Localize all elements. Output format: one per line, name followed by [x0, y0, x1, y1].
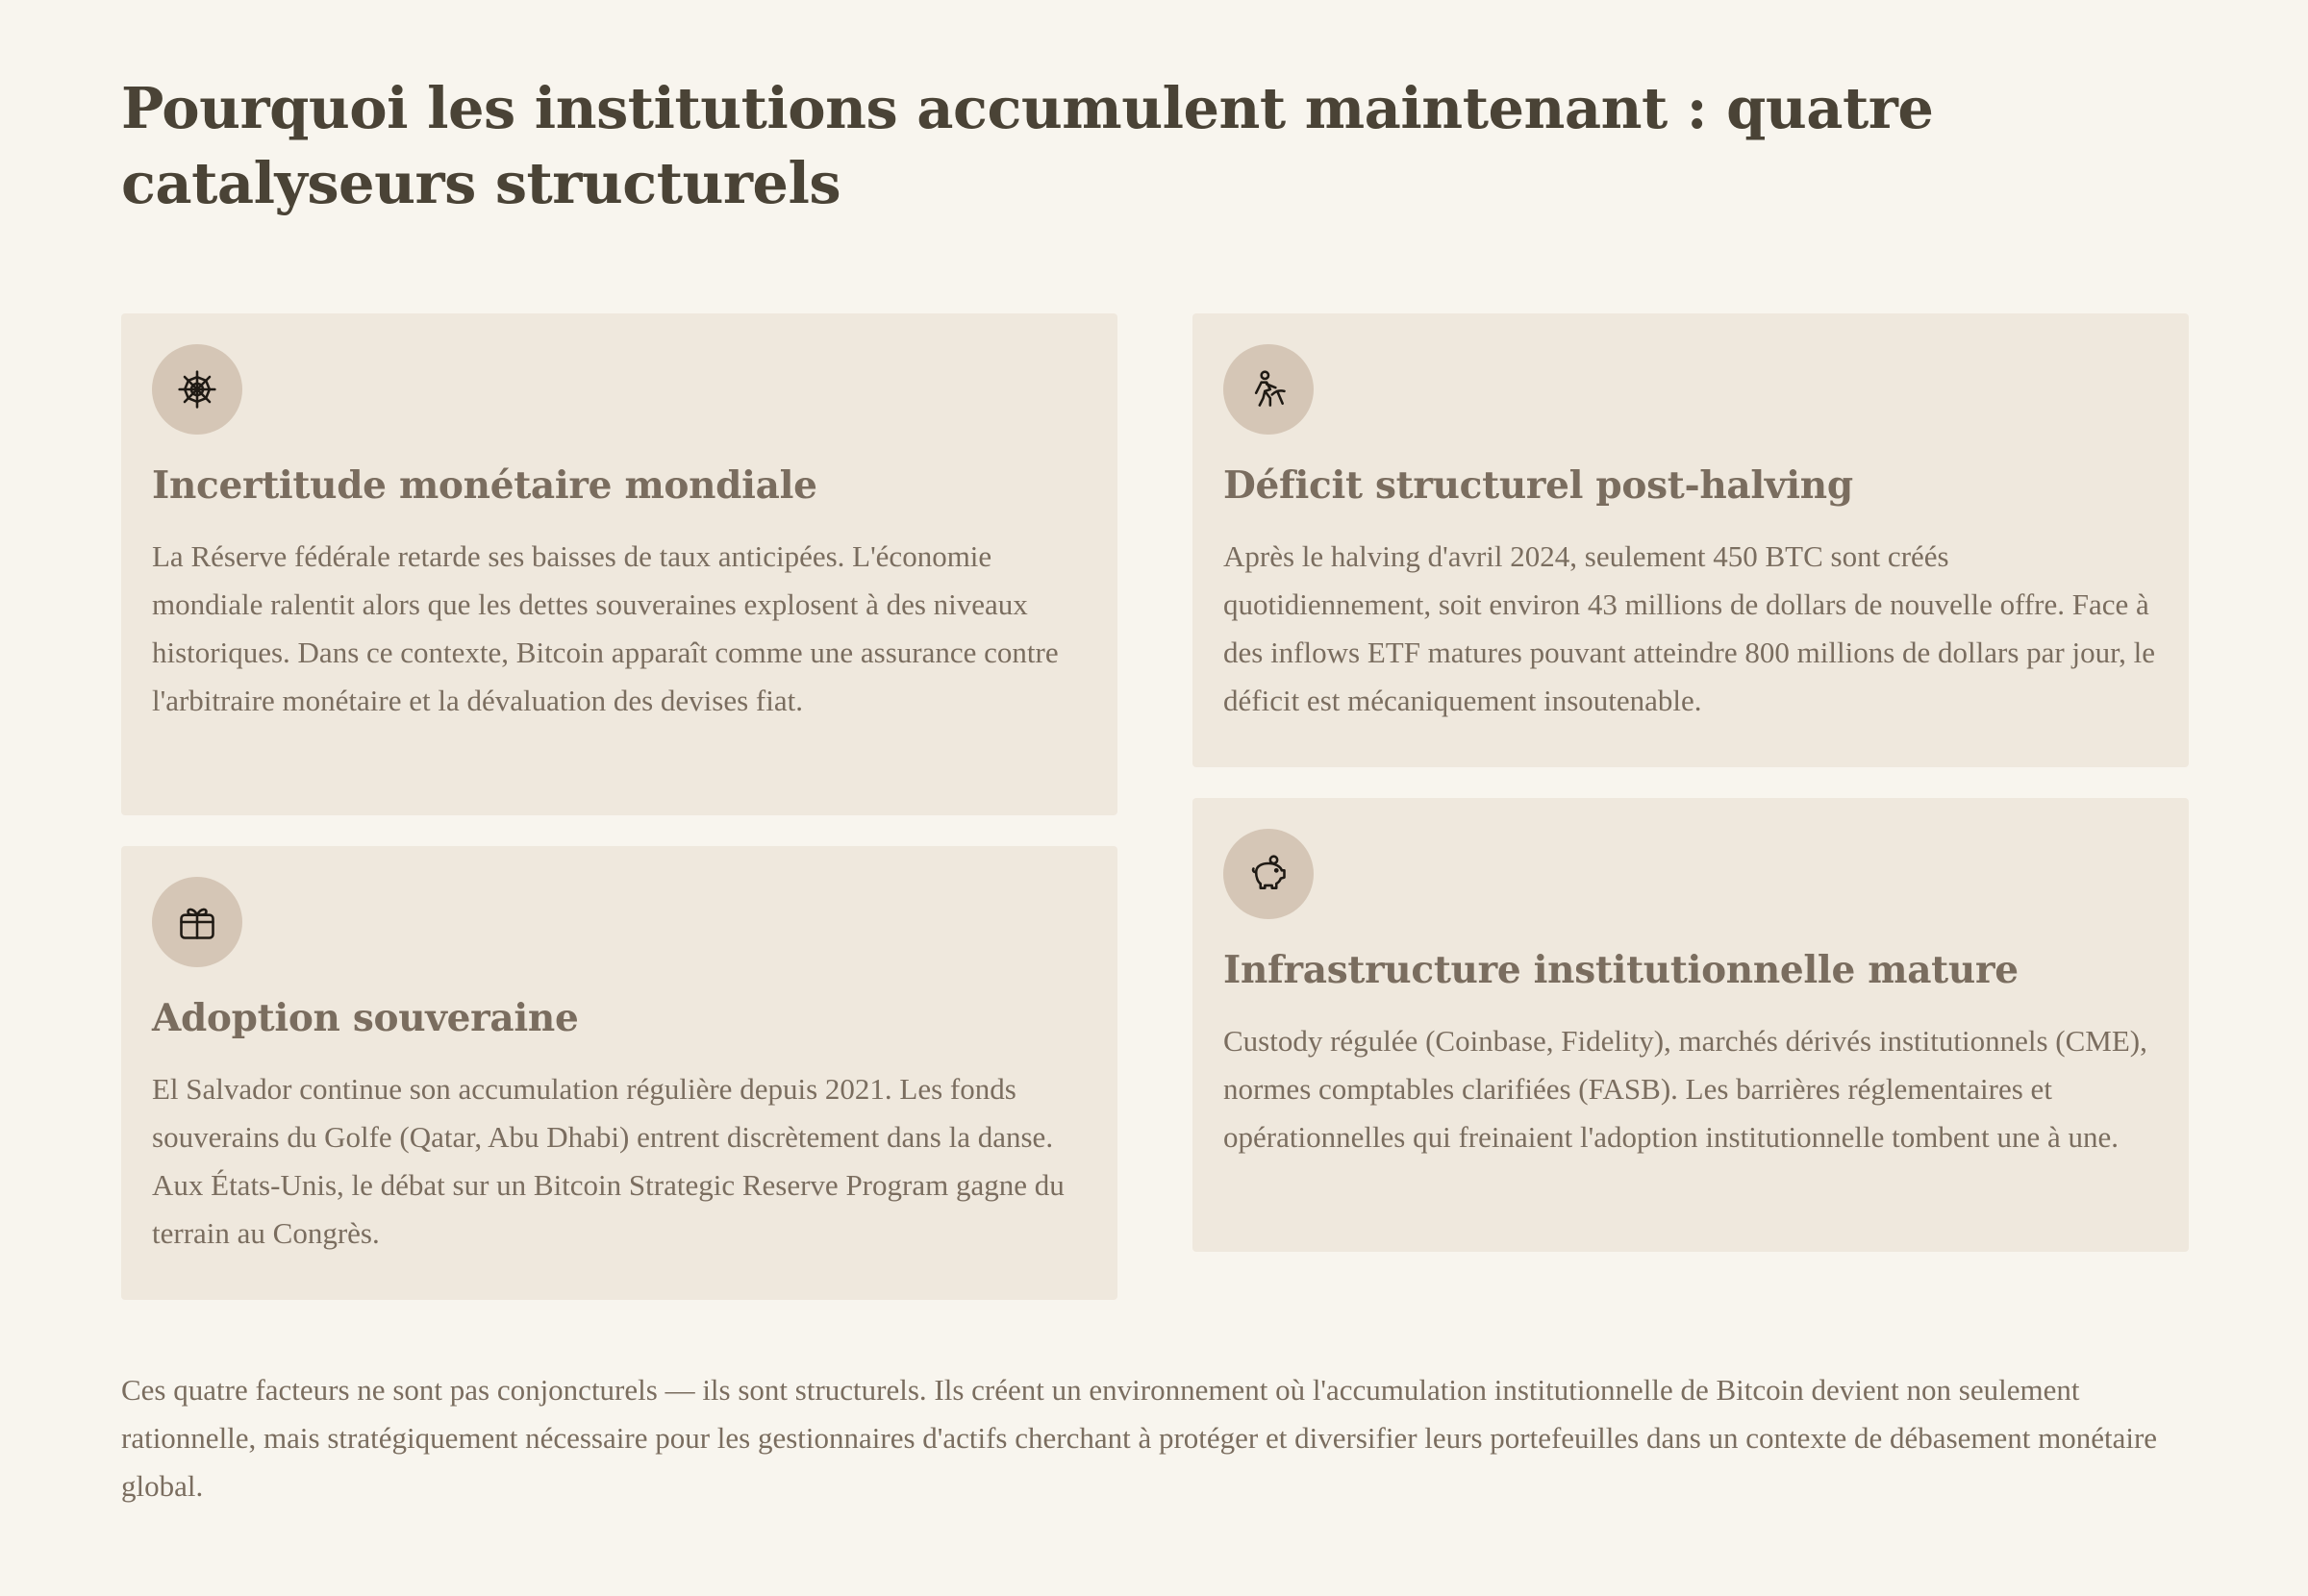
card-body: El Salvador continue son accumulation régulière depuis 2021. Les fonds souverains du Golfe (Qatar, Abu Dhabi) entrent discrètement dans la danse. Aux États-Unis, le débat sur un Bitcoin Strategic Reserve Program gagne du terrain au Congrès. — [152, 1072, 1065, 1250]
card-institutional-infrastructure — [1192, 798, 2189, 1252]
card-sovereign-adoption — [121, 846, 1117, 1300]
card-body: La Réserve fédérale retarde ses baisses de taux anticipées. L'économie mondiale ralentit alors que les dettes souveraines explosent à des niveaux historiques. Dans ce contexte, Bitcoin apparaît comme une assurance contre l'arbitraire monétaire et la dévaluation des devises fiat. — [152, 539, 1059, 717]
conclusion-paragraph: Ces quatre facteurs ne sont pas conjoncturels — ils sont structurels. Ils créent un environnement où l'accumulation institutionnelle de Bitcoin devient non seulement rationnelle, mais stratégiquement nécessaire pour les gestionnaires d'actifs cherchant à protéger et diversifier leurs portefeuilles dans un contexte de débasement monétaire global. — [121, 1373, 2158, 1503]
card-title: Déficit structurel post-halving — [1223, 463, 1853, 508]
gift-icon — [152, 877, 242, 967]
spider-web-icon — [152, 344, 242, 435]
card-body: Après le halving d'avril 2024, seulement 450 BTC sont créés quotidiennement, soit environ 43 millions de dollars de nouvelle offre. Face à des inflows ETF matures pouvant atteindre 800 millions de dollars par jour, le déficit est mécaniquement insoutenable. — [1223, 539, 2156, 717]
card-post-halving-deficit — [1192, 313, 2189, 767]
miner-pickaxe-icon — [1223, 344, 1314, 435]
page-title: Pourquoi les institutions accumulent maintenant : quatre catalyseurs structurels — [121, 75, 1934, 216]
card-monetary-uncertainty — [121, 313, 1117, 815]
card-body: Custody régulée (Coinbase, Fidelity), marchés dérivés institutionnels (CME), normes comptables clarifiées (FASB). Les barrières réglementaires et opérationnelles qui freinaient l'adoption institutionnelle tombent une à une. — [1223, 1024, 2147, 1154]
card-title: Adoption souveraine — [152, 996, 579, 1040]
piggy-bank-icon — [1223, 829, 1314, 919]
card-title: Incertitude monétaire mondiale — [152, 463, 817, 508]
card-title: Infrastructure institutionnelle mature — [1223, 948, 2019, 992]
